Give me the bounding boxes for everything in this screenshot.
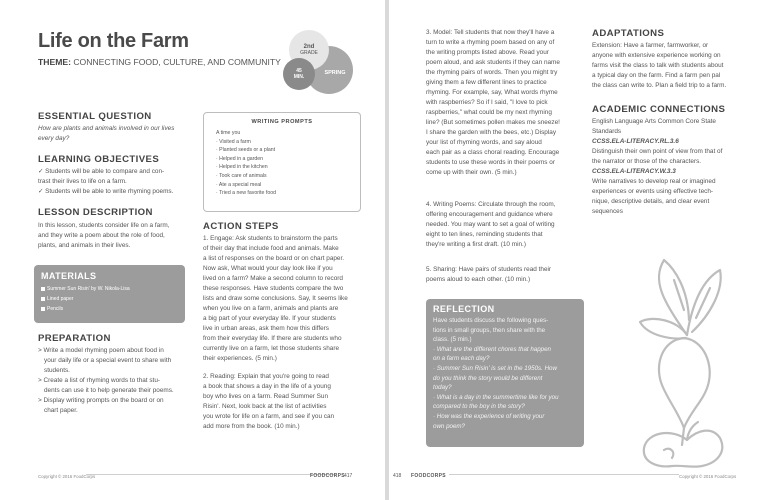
theme-line [38,57,281,67]
checkbox-icon [41,287,45,291]
essential-question-text: How are plants and animals involved in our lives every day? [38,125,175,142]
materials-box [34,265,185,323]
list-item: trast their lives to life on a farm. [38,178,127,185]
academic-connections-heading: ACADEMIC CONNECTIONS [592,104,726,115]
radish-icon [659,338,710,428]
page-title: Life on the Farm [38,30,189,52]
action-steps-text: 1. Engage: Ask students to brainstorm the parts of their day that include food and animals. Make a list of responses on the board or on chart paper. Now ask, What would your day look like if you lived on a farm? Make a second column to record these responses. Have students compare the two lists and draw some conclusions. Say, It seems like when you live on a farm, animals and plants are a big part of your everyday life. If your students live in urban areas, ask them how this differs from their everyday life. If there are students who currently live on a farm, let those students share their experiences. (5 min.) 2. Reading: Explain that you're going to read a book that shows a day in the life of a young boy who lives on a farm. Read Summer Sun Risin'. Next, look back at the list of activities you wrote for life on a farm, and see if you can add more from the book. (10 min.) [203,235,348,430]
step-3-model: 3. Model: Tell students that now they'll have a turn to write a rhyming poem based on any of the writing prompts listed above. Read your poem aloud, and ask students if they can name the rhyming pairs of words. Then you might try giving them a few different lines to practice rhyming. For example, say, What words rhyme with raspberries? So if I said, "I love to pick raspberries," what could be my next rhyming line? (But sometimes pollen makes me sneeze! I share the garden with the bees, etc.) Display your list of rhyming words, and say aloud each pair as a class choral reading. Encourage students to use these words in their poems or come up with their own. (5 min.) [426,29,560,176]
academic-connections-text: English Language Arts Common Core State Standards CCSS.ELA-LITERACY.RL.3.6 Distinguish their own point of view from that of the narrator or those of the characters. CCSS.ELA-LITERACY.W.3.3 Write narratives to develop real or imagined experiences or events using effective tech- nique, descriptive details, and clear event sequences [592,118,723,215]
list-item: ✓ Students will be able to write rhyming poems. [38,188,174,195]
theme-text: CONNECTING FOOD, CULTURE, AND COMMUNITY [73,57,281,67]
right-page [389,0,774,500]
apple-icon [644,431,722,467]
materials-heading: MATERIALS [41,271,97,281]
page-number: 417 [344,473,353,479]
season-badge: SPRING [305,46,353,94]
list-item: Summer Sun Risin' by W. Nikola-Lisa [41,286,130,292]
reflection-heading: REFLECTION [433,304,495,314]
foodcorps-logo: FOODCORPS [310,473,345,479]
learning-objectives-list [38,167,198,197]
essential-question-heading: ESSENTIAL QUESTION [38,111,152,122]
checkbox-icon [41,307,45,311]
list-item: · Visited a farm [216,138,251,145]
list-item: · Tried a new favorite food [216,190,276,197]
footer-rule [449,474,679,475]
reflection-box [426,299,584,447]
adaptations-heading: ADAPTATIONS [592,28,665,39]
list-item: · Took care of animals [216,172,267,179]
footer-brand [411,469,446,483]
theme-label: THEME: [38,57,71,67]
vegetable-illustration [592,240,742,470]
writing-prompts-list [216,129,276,198]
list-item: Pencils [41,306,63,312]
adaptations-text: Extension: Have a farmer, farmworker, or anyone with extensive experience working on farms visit the class to talk with students about a typical day on the farm. Find a farm pen pal the class can write to. Plan a field trip to a farm. [592,42,727,89]
list-item: Lined paper [41,296,73,302]
lesson-description-text: In this lesson, students consider life on a farm, and they write a poem about the role of food, plants, and animals in their lives. [38,222,170,249]
list-item: · Ate a special meal [216,181,262,188]
lesson-badges [283,30,363,100]
preparation-heading: PREPARATION [38,333,111,344]
action-steps-heading: ACTION STEPS [203,221,279,232]
writing-prompts-title: WRITING PROMPTS [251,119,313,125]
preparation-list: > Write a model rhyming poem about food in your daily life or a special event to share with students. > Create a list of rhyming words to that stu- dents can use it to help generate their poems. > Display writing prompts on the board or on chart paper. [38,347,174,414]
foodcorps-logo: FOODCORPS [411,473,446,479]
writing-prompts-intro: A time you [216,130,241,136]
list-item: ✓ Students will be able to compare and con- [38,168,165,175]
list-item: · Helped in the kitchen [216,164,268,171]
list-item: · Planted seeds or a plant [216,147,276,154]
writing-prompts-box [203,112,361,212]
minutes-badge: 45 MIN. [283,58,315,90]
learning-objectives-heading: LEARNING OBJECTIVES [38,154,160,165]
reflection-text: Have students discuss the following ques- tions in small groups, then share with the class. (5 min.) · What are the different chores that happen on a farm each day? · Summer Sun Risin' is set in the 1950s. How do you think the story would be different today? · What is a day in the summertime like for you compared to the boy in the story? · How was the experience of writing your own poem? [433,317,559,430]
lesson-description-heading: LESSON DESCRIPTION [38,207,153,218]
left-page [0,0,385,500]
footer-brand [310,469,345,483]
checkbox-icon [41,297,45,301]
footer-rule [86,474,336,475]
footer-copyright: Copyright © 2016 FoodCorps [38,473,96,479]
page-number: 418 [393,473,402,479]
step-4-writing: 4. Writing Poems: Circulate through the room, offering encouragement and guidance where needed. You may want to set a goal of writing eight to ten lines, reminding students that they're writing a first draft. (10 min.) [426,201,556,248]
list-item: · Helped in a garden [216,155,264,162]
grade-badge: 2nd GRADE [289,30,329,70]
footer-copyright: Copyright © 2016 FoodCorps [679,473,737,479]
step-5-sharing: 5. Sharing: Have pairs of students read their poems aloud to each other. (10 min.) [426,266,552,283]
